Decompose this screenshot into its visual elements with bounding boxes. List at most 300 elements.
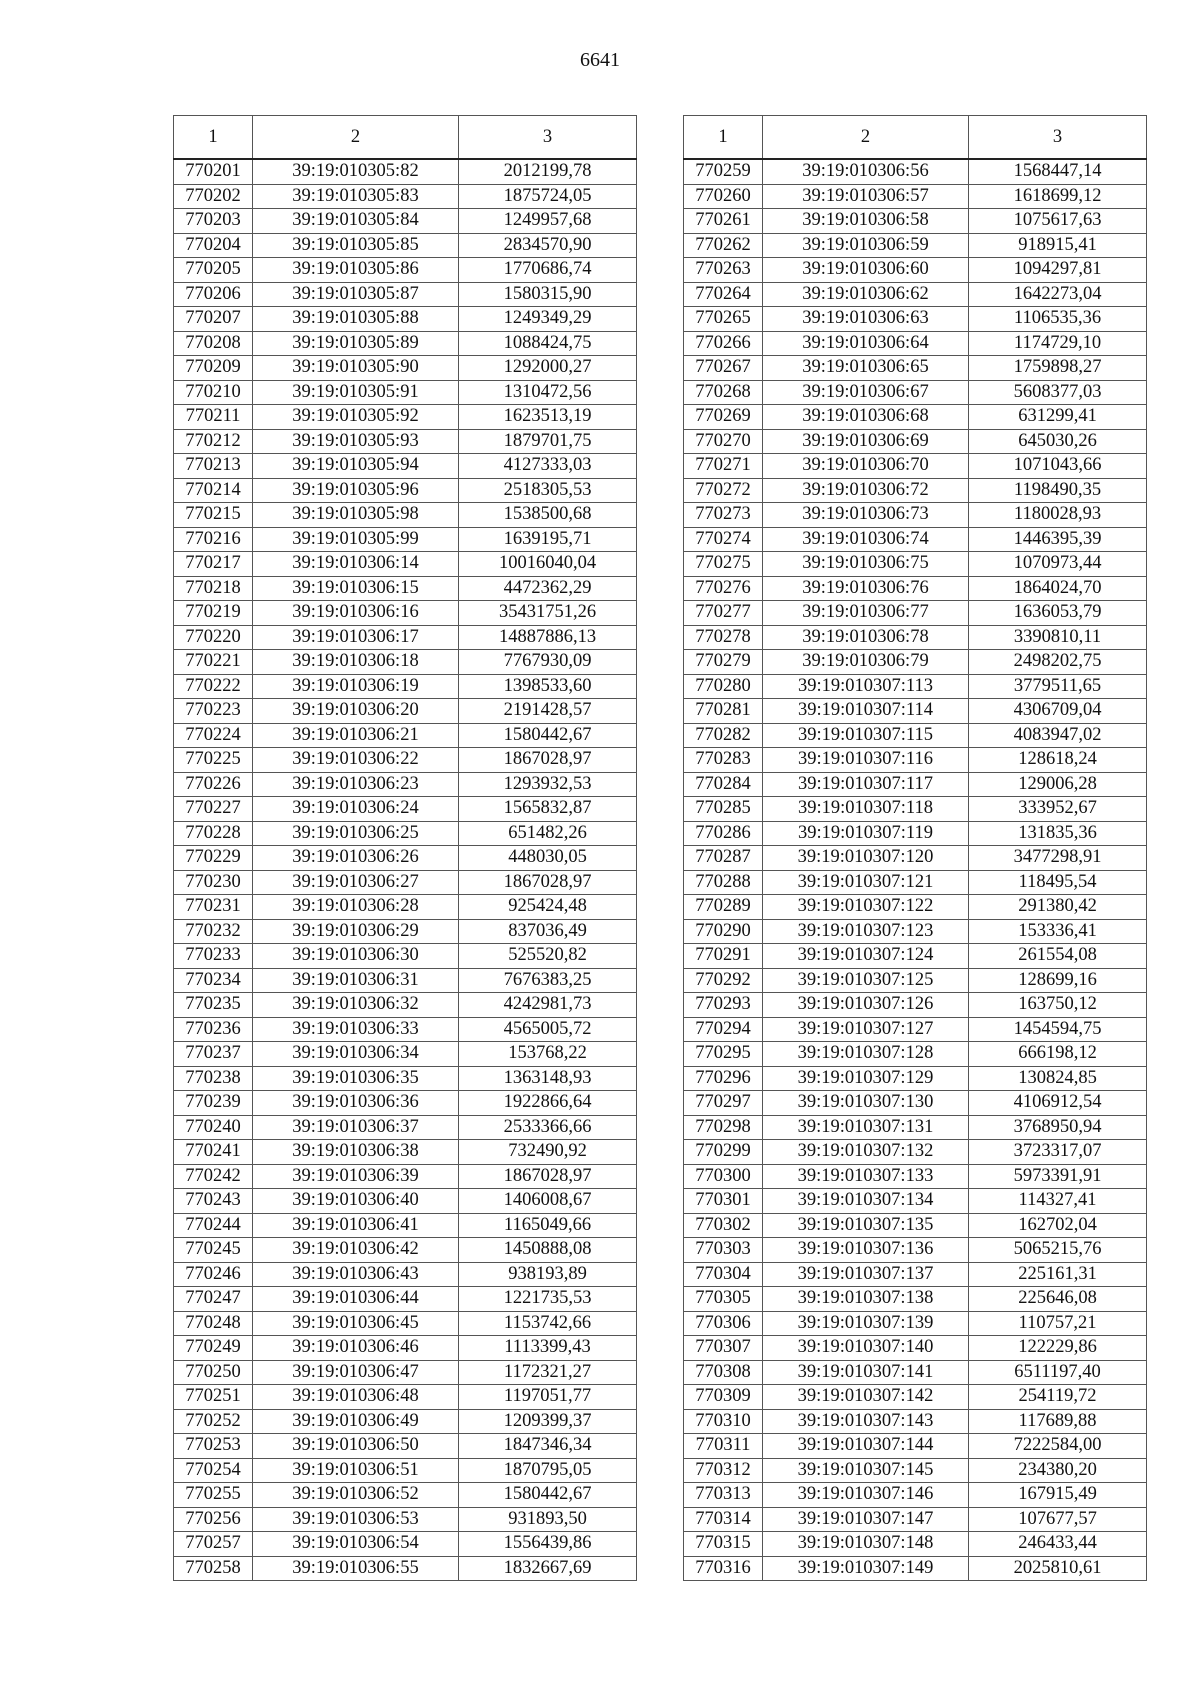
table-row <box>174 944 637 969</box>
cadastral-number-cell: 39:19:010306:70 <box>763 454 969 479</box>
table-row <box>684 380 1147 405</box>
value-cell: 1363148,93 <box>459 1066 637 1091</box>
value-cell: 128699,16 <box>969 968 1147 993</box>
row-number-cell: 770285 <box>684 797 763 822</box>
value-cell: 4306709,04 <box>969 699 1147 724</box>
row-number-cell: 770279 <box>684 650 763 675</box>
row-number-cell: 770229 <box>174 846 253 871</box>
value-cell: 651482,26 <box>459 821 637 846</box>
row-number-cell: 770284 <box>684 772 763 797</box>
value-cell: 1922866,64 <box>459 1091 637 1116</box>
value-cell: 14887886,13 <box>459 625 637 650</box>
cadastral-number-cell: 39:19:010306:49 <box>253 1409 459 1434</box>
row-number-cell: 770307 <box>684 1336 763 1361</box>
cadastral-number-cell: 39:19:010306:57 <box>763 184 969 209</box>
row-number-cell: 770252 <box>174 1409 253 1434</box>
table-row <box>174 331 637 356</box>
row-number-cell: 770280 <box>684 674 763 699</box>
cadastral-number-cell: 39:19:010306:32 <box>253 993 459 1018</box>
cadastral-number-cell: 39:19:010307:136 <box>763 1238 969 1263</box>
row-number-cell: 770247 <box>174 1287 253 1312</box>
row-number-cell: 770315 <box>684 1532 763 1557</box>
value-cell: 153336,41 <box>969 919 1147 944</box>
cadastral-number-cell: 39:19:010306:60 <box>763 258 969 283</box>
row-number-cell: 770232 <box>174 919 253 944</box>
row-number-cell: 770222 <box>174 674 253 699</box>
row-number-cell: 770221 <box>174 650 253 675</box>
cadastral-number-cell: 39:19:010307:141 <box>763 1360 969 1385</box>
cadastral-number-cell: 39:19:010306:42 <box>253 1238 459 1263</box>
cadastral-number-cell: 39:19:010306:35 <box>253 1066 459 1091</box>
row-number-cell: 770294 <box>684 1017 763 1042</box>
table-row <box>684 258 1147 283</box>
value-cell: 1870795,05 <box>459 1458 637 1483</box>
table-row <box>684 944 1147 969</box>
row-number-cell: 770204 <box>174 233 253 258</box>
row-number-cell: 770266 <box>684 331 763 356</box>
cadastral-number-cell: 39:19:010306:76 <box>763 576 969 601</box>
row-number-cell: 770210 <box>174 380 253 405</box>
table-row <box>684 209 1147 234</box>
value-cell: 3768950,94 <box>969 1115 1147 1140</box>
row-number-cell: 770265 <box>684 307 763 332</box>
table-row <box>174 1507 637 1532</box>
table-row <box>684 356 1147 381</box>
value-cell: 2533366,66 <box>459 1115 637 1140</box>
table-row <box>174 429 637 454</box>
table-row <box>684 454 1147 479</box>
table-row <box>684 1483 1147 1508</box>
cadastral-number-cell: 39:19:010306:17 <box>253 625 459 650</box>
table-row <box>174 503 637 528</box>
value-cell: 1310472,56 <box>459 380 637 405</box>
value-cell: 938193,89 <box>459 1262 637 1287</box>
value-cell: 3477298,91 <box>969 846 1147 871</box>
table-row <box>174 1532 637 1557</box>
value-cell: 1538500,68 <box>459 503 637 528</box>
value-cell: 1153742,66 <box>459 1311 637 1336</box>
cadastral-number-cell: 39:19:010306:21 <box>253 723 459 748</box>
cadastral-number-cell: 39:19:010306:52 <box>253 1483 459 1508</box>
value-cell: 128618,24 <box>969 748 1147 773</box>
cadastral-number-cell: 39:19:010306:43 <box>253 1262 459 1287</box>
cadastral-number-cell: 39:19:010306:24 <box>253 797 459 822</box>
table-row <box>684 601 1147 626</box>
cadastral-number-cell: 39:19:010305:86 <box>253 258 459 283</box>
cadastral-number-cell: 39:19:010305:88 <box>253 307 459 332</box>
value-cell: 3779511,65 <box>969 674 1147 699</box>
cadastral-number-cell: 39:19:010307:139 <box>763 1311 969 1336</box>
cadastral-number-cell: 39:19:010306:38 <box>253 1140 459 1165</box>
value-cell: 3723317,07 <box>969 1140 1147 1165</box>
row-number-cell: 770272 <box>684 478 763 503</box>
row-number-cell: 770244 <box>174 1213 253 1238</box>
row-number-cell: 770227 <box>174 797 253 822</box>
value-cell: 2834570,90 <box>459 233 637 258</box>
cadastral-number-cell: 39:19:010307:117 <box>763 772 969 797</box>
value-cell: 1172321,27 <box>459 1360 637 1385</box>
value-cell: 4565005,72 <box>459 1017 637 1042</box>
row-number-cell: 770316 <box>684 1556 763 1581</box>
value-cell: 6511197,40 <box>969 1360 1147 1385</box>
cadastral-number-cell: 39:19:010305:84 <box>253 209 459 234</box>
table-row <box>684 674 1147 699</box>
value-cell: 3390810,11 <box>969 625 1147 650</box>
row-number-cell: 770249 <box>174 1336 253 1361</box>
table-row <box>174 527 637 552</box>
cadastral-number-cell: 39:19:010307:143 <box>763 1409 969 1434</box>
row-number-cell: 770313 <box>684 1483 763 1508</box>
table-row <box>174 748 637 773</box>
row-number-cell: 770219 <box>174 601 253 626</box>
row-number-cell: 770224 <box>174 723 253 748</box>
cadastral-number-cell: 39:19:010306:53 <box>253 1507 459 1532</box>
table-row <box>174 1189 637 1214</box>
value-cell: 1867028,97 <box>459 1164 637 1189</box>
cadastral-number-cell: 39:19:010307:135 <box>763 1213 969 1238</box>
value-cell: 4242981,73 <box>459 993 637 1018</box>
value-cell: 2191428,57 <box>459 699 637 724</box>
table-row <box>174 209 637 234</box>
row-number-cell: 770207 <box>174 307 253 332</box>
table-row <box>684 772 1147 797</box>
cadastral-number-cell: 39:19:010305:82 <box>253 159 459 184</box>
value-cell: 7222584,00 <box>969 1434 1147 1459</box>
table-row <box>684 1140 1147 1165</box>
cadastral-number-cell: 39:19:010306:65 <box>763 356 969 381</box>
table-row <box>684 821 1147 846</box>
value-cell: 925424,48 <box>459 895 637 920</box>
row-number-cell: 770287 <box>684 846 763 871</box>
cadastral-number-cell: 39:19:010306:73 <box>763 503 969 528</box>
table-row <box>174 870 637 895</box>
table-row <box>174 699 637 724</box>
row-number-cell: 770289 <box>684 895 763 920</box>
cadastral-number-cell: 39:19:010307:140 <box>763 1336 969 1361</box>
row-number-cell: 770243 <box>174 1189 253 1214</box>
value-cell: 1556439,86 <box>459 1532 637 1557</box>
table-row <box>174 1556 637 1581</box>
table-row <box>684 503 1147 528</box>
value-cell: 7676383,25 <box>459 968 637 993</box>
row-number-cell: 770212 <box>174 429 253 454</box>
row-number-cell: 770239 <box>174 1091 253 1116</box>
table-row <box>174 576 637 601</box>
value-cell: 131835,36 <box>969 821 1147 846</box>
value-cell: 837036,49 <box>459 919 637 944</box>
value-cell: 1568447,14 <box>969 159 1147 184</box>
cadastral-number-cell: 39:19:010305:87 <box>253 282 459 307</box>
table-row <box>174 1434 637 1459</box>
value-cell: 35431751,26 <box>459 601 637 626</box>
row-number-cell: 770286 <box>684 821 763 846</box>
row-number-cell: 770278 <box>684 625 763 650</box>
row-number-cell: 770269 <box>684 405 763 430</box>
table-row <box>174 1385 637 1410</box>
value-cell: 118495,54 <box>969 870 1147 895</box>
value-cell: 117689,88 <box>969 1409 1147 1434</box>
cadastral-number-cell: 39:19:010307:125 <box>763 968 969 993</box>
value-cell: 1454594,75 <box>969 1017 1147 1042</box>
table-row <box>684 282 1147 307</box>
cadastral-number-cell: 39:19:010306:74 <box>763 527 969 552</box>
cadastral-number-cell: 39:19:010306:26 <box>253 846 459 871</box>
table-row <box>684 478 1147 503</box>
cadastral-number-cell: 39:19:010306:46 <box>253 1336 459 1361</box>
value-cell: 4083947,02 <box>969 723 1147 748</box>
cadastral-number-cell: 39:19:010307:138 <box>763 1287 969 1312</box>
cadastral-number-cell: 39:19:010306:19 <box>253 674 459 699</box>
table-row <box>684 1434 1147 1459</box>
cadastral-number-cell: 39:19:010307:144 <box>763 1434 969 1459</box>
row-number-cell: 770233 <box>174 944 253 969</box>
cadastral-number-cell: 39:19:010305:94 <box>253 454 459 479</box>
cadastral-number-cell: 39:19:010307:127 <box>763 1017 969 1042</box>
value-cell: 1770686,74 <box>459 258 637 283</box>
table-row <box>174 625 637 650</box>
table-row <box>174 772 637 797</box>
cadastral-number-cell: 39:19:010307:123 <box>763 919 969 944</box>
row-number-cell: 770273 <box>684 503 763 528</box>
cadastral-number-cell: 39:19:010306:40 <box>253 1189 459 1214</box>
table-row <box>684 552 1147 577</box>
table-row <box>684 870 1147 895</box>
cadastral-number-cell: 39:19:010306:45 <box>253 1311 459 1336</box>
value-cell: 732490,92 <box>459 1140 637 1165</box>
column-header-1: 1 <box>684 116 763 160</box>
table-row <box>684 1532 1147 1557</box>
cadastral-number-cell: 39:19:010305:99 <box>253 527 459 552</box>
cadastral-number-cell: 39:19:010306:34 <box>253 1042 459 1067</box>
cadastral-number-cell: 39:19:010307:116 <box>763 748 969 773</box>
table-header-row <box>174 116 637 160</box>
table-row <box>684 1017 1147 1042</box>
value-cell: 1249957,68 <box>459 209 637 234</box>
value-cell: 1879701,75 <box>459 429 637 454</box>
value-cell: 122229,86 <box>969 1336 1147 1361</box>
row-number-cell: 770283 <box>684 748 763 773</box>
row-number-cell: 770282 <box>684 723 763 748</box>
value-cell: 1580442,67 <box>459 723 637 748</box>
row-number-cell: 770281 <box>684 699 763 724</box>
cadastral-number-cell: 39:19:010306:33 <box>253 1017 459 1042</box>
row-number-cell: 770211 <box>174 405 253 430</box>
cadastral-number-cell: 39:19:010307:124 <box>763 944 969 969</box>
column-header-3: 3 <box>459 116 637 160</box>
value-cell: 631299,41 <box>969 405 1147 430</box>
value-cell: 1639195,71 <box>459 527 637 552</box>
value-cell: 254119,72 <box>969 1385 1147 1410</box>
value-cell: 167915,49 <box>969 1483 1147 1508</box>
table-row <box>684 723 1147 748</box>
data-table-right <box>683 115 1147 1581</box>
table-row <box>174 1164 637 1189</box>
table-row <box>174 1140 637 1165</box>
row-number-cell: 770276 <box>684 576 763 601</box>
column-header-2: 2 <box>253 116 459 160</box>
table-row <box>174 1238 637 1263</box>
table-row <box>174 919 637 944</box>
cadastral-number-cell: 39:19:010305:93 <box>253 429 459 454</box>
row-number-cell: 770251 <box>174 1385 253 1410</box>
table-row <box>174 993 637 1018</box>
value-cell: 1094297,81 <box>969 258 1147 283</box>
cadastral-number-cell: 39:19:010306:36 <box>253 1091 459 1116</box>
cadastral-number-cell: 39:19:010307:120 <box>763 846 969 871</box>
row-number-cell: 770234 <box>174 968 253 993</box>
table-row <box>174 307 637 332</box>
row-number-cell: 770214 <box>174 478 253 503</box>
row-number-cell: 770220 <box>174 625 253 650</box>
cadastral-number-cell: 39:19:010307:131 <box>763 1115 969 1140</box>
cadastral-number-cell: 39:19:010307:149 <box>763 1556 969 1581</box>
cadastral-number-cell: 39:19:010307:119 <box>763 821 969 846</box>
value-cell: 107677,57 <box>969 1507 1147 1532</box>
cadastral-number-cell: 39:19:010306:62 <box>763 282 969 307</box>
row-number-cell: 770246 <box>174 1262 253 1287</box>
column-header-1: 1 <box>174 116 253 160</box>
value-cell: 1292000,27 <box>459 356 637 381</box>
cadastral-number-cell: 39:19:010306:37 <box>253 1115 459 1140</box>
cadastral-number-cell: 39:19:010306:41 <box>253 1213 459 1238</box>
table-row <box>174 895 637 920</box>
table-row <box>684 1164 1147 1189</box>
value-cell: 1759898,27 <box>969 356 1147 381</box>
table-row <box>684 1115 1147 1140</box>
value-cell: 110757,21 <box>969 1311 1147 1336</box>
row-number-cell: 770259 <box>684 159 763 184</box>
row-number-cell: 770309 <box>684 1385 763 1410</box>
table-row <box>174 552 637 577</box>
value-cell: 5973391,91 <box>969 1164 1147 1189</box>
value-cell: 10016040,04 <box>459 552 637 577</box>
cadastral-number-cell: 39:19:010306:67 <box>763 380 969 405</box>
table-row <box>174 1483 637 1508</box>
cadastral-number-cell: 39:19:010307:122 <box>763 895 969 920</box>
row-number-cell: 770240 <box>174 1115 253 1140</box>
value-cell: 4106912,54 <box>969 1091 1147 1116</box>
cadastral-number-cell: 39:19:010306:58 <box>763 209 969 234</box>
row-number-cell: 770236 <box>174 1017 253 1042</box>
cadastral-number-cell: 39:19:010307:115 <box>763 723 969 748</box>
table-row <box>174 1360 637 1385</box>
table-row <box>684 527 1147 552</box>
cadastral-number-cell: 39:19:010306:39 <box>253 1164 459 1189</box>
cadastral-number-cell: 39:19:010307:114 <box>763 699 969 724</box>
row-number-cell: 770291 <box>684 944 763 969</box>
cadastral-number-cell: 39:19:010306:51 <box>253 1458 459 1483</box>
cadastral-number-cell: 39:19:010307:130 <box>763 1091 969 1116</box>
column-header-2: 2 <box>763 116 969 160</box>
table-row <box>684 1262 1147 1287</box>
cadastral-number-cell: 39:19:010307:126 <box>763 993 969 1018</box>
row-number-cell: 770255 <box>174 1483 253 1508</box>
table-row <box>684 1336 1147 1361</box>
cadastral-number-cell: 39:19:010305:89 <box>253 331 459 356</box>
value-cell: 2498202,75 <box>969 650 1147 675</box>
table-row <box>684 993 1147 1018</box>
table-row <box>174 1115 637 1140</box>
table-row <box>174 1066 637 1091</box>
row-number-cell: 770277 <box>684 601 763 626</box>
cadastral-number-cell: 39:19:010306:20 <box>253 699 459 724</box>
row-number-cell: 770299 <box>684 1140 763 1165</box>
cadastral-number-cell: 39:19:010305:83 <box>253 184 459 209</box>
table-row <box>174 380 637 405</box>
cadastral-number-cell: 39:19:010307:118 <box>763 797 969 822</box>
row-number-cell: 770288 <box>684 870 763 895</box>
table-row <box>684 1360 1147 1385</box>
table-row <box>174 1042 637 1067</box>
table-row <box>684 307 1147 332</box>
table-row <box>174 258 637 283</box>
value-cell: 225161,31 <box>969 1262 1147 1287</box>
row-number-cell: 770270 <box>684 429 763 454</box>
row-number-cell: 770215 <box>174 503 253 528</box>
value-cell: 1249349,29 <box>459 307 637 332</box>
value-cell: 1832667,69 <box>459 1556 637 1581</box>
value-cell: 1875724,05 <box>459 184 637 209</box>
value-cell: 1580315,90 <box>459 282 637 307</box>
row-number-cell: 770208 <box>174 331 253 356</box>
row-number-cell: 770202 <box>174 184 253 209</box>
cadastral-number-cell: 39:19:010307:113 <box>763 674 969 699</box>
value-cell: 525520,82 <box>459 944 637 969</box>
cadastral-number-cell: 39:19:010306:30 <box>253 944 459 969</box>
row-number-cell: 770242 <box>174 1164 253 1189</box>
cadastral-number-cell: 39:19:010306:55 <box>253 1556 459 1581</box>
cadastral-number-cell: 39:19:010307:148 <box>763 1532 969 1557</box>
table-row <box>174 1311 637 1336</box>
value-cell: 1636053,79 <box>969 601 1147 626</box>
row-number-cell: 770301 <box>684 1189 763 1214</box>
cadastral-number-cell: 39:19:010307:121 <box>763 870 969 895</box>
value-cell: 162702,04 <box>969 1213 1147 1238</box>
value-cell: 7767930,09 <box>459 650 637 675</box>
value-cell: 1197051,77 <box>459 1385 637 1410</box>
row-number-cell: 770297 <box>684 1091 763 1116</box>
cadastral-number-cell: 39:19:010306:75 <box>763 552 969 577</box>
value-cell: 5608377,03 <box>969 380 1147 405</box>
row-number-cell: 770267 <box>684 356 763 381</box>
value-cell: 291380,42 <box>969 895 1147 920</box>
value-cell: 1450888,08 <box>459 1238 637 1263</box>
table-row <box>174 184 637 209</box>
row-number-cell: 770241 <box>174 1140 253 1165</box>
cadastral-number-cell: 39:19:010306:72 <box>763 478 969 503</box>
cadastral-number-cell: 39:19:010306:78 <box>763 625 969 650</box>
cadastral-number-cell: 39:19:010307:129 <box>763 1066 969 1091</box>
row-number-cell: 770201 <box>174 159 253 184</box>
row-number-cell: 770274 <box>684 527 763 552</box>
row-number-cell: 770312 <box>684 1458 763 1483</box>
row-number-cell: 770311 <box>684 1434 763 1459</box>
value-cell: 1113399,43 <box>459 1336 637 1361</box>
table-row <box>684 748 1147 773</box>
value-cell: 1867028,97 <box>459 748 637 773</box>
table-row <box>684 699 1147 724</box>
table-row <box>684 1507 1147 1532</box>
row-number-cell: 770292 <box>684 968 763 993</box>
row-number-cell: 770256 <box>174 1507 253 1532</box>
value-cell: 1406008,67 <box>459 1189 637 1214</box>
cadastral-number-cell: 39:19:010305:96 <box>253 478 459 503</box>
row-number-cell: 770253 <box>174 1434 253 1459</box>
table-row <box>684 1311 1147 1336</box>
value-cell: 1642273,04 <box>969 282 1147 307</box>
cadastral-number-cell: 39:19:010306:69 <box>763 429 969 454</box>
value-cell: 163750,12 <box>969 993 1147 1018</box>
